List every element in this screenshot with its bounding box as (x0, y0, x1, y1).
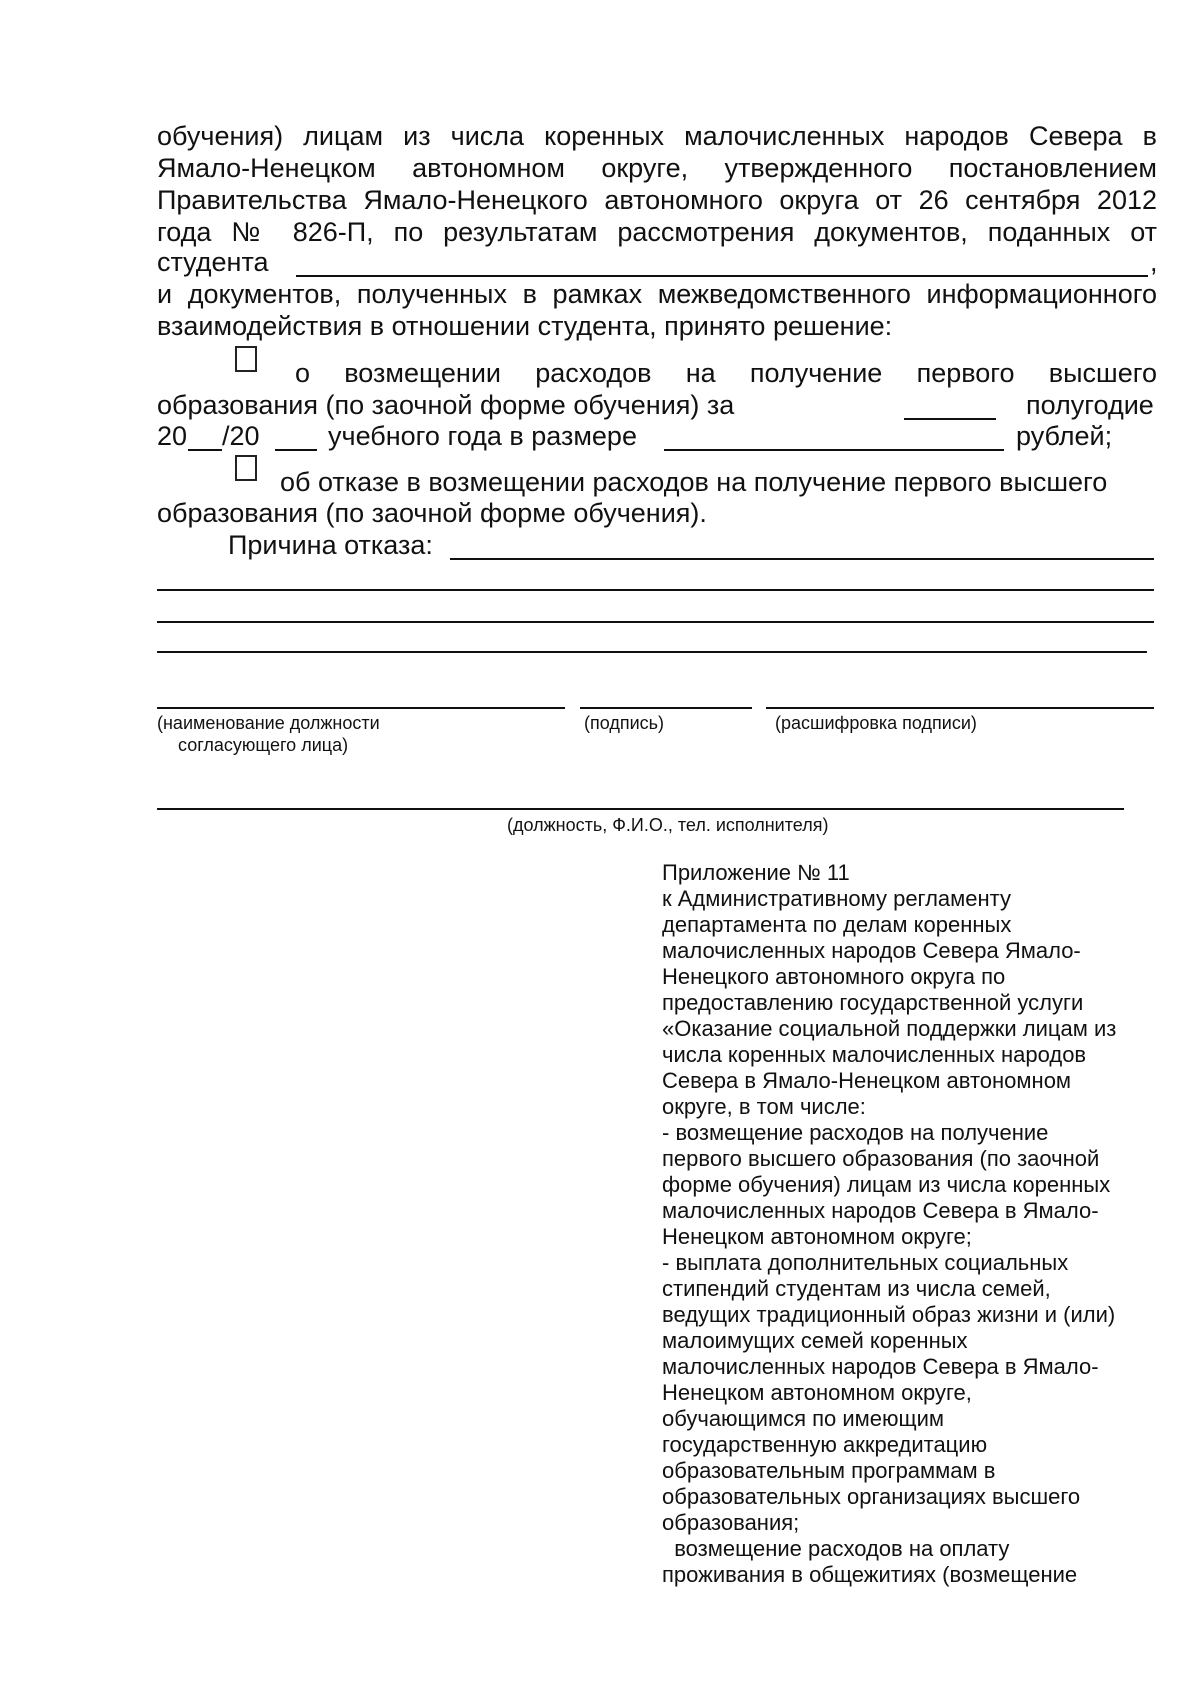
body-line-4: года № 826-П, по результатам рассмотрения документов, поданных от (157, 217, 1157, 247)
signature-caption: (подпись) (584, 713, 665, 733)
amount-field[interactable] (664, 449, 1004, 451)
appendix-line: ведущих традиционный образ жизни и (или) (662, 1302, 1116, 1327)
appendix-line: к Административному регламенту (662, 886, 1012, 911)
year-end-field[interactable] (275, 449, 317, 451)
student-label: студента (157, 247, 269, 277)
reject-checkbox[interactable] (235, 455, 257, 481)
body-line-3: Правительства Ямало-Ненецкого автономного округа от 26 сентября 2012 (157, 185, 1157, 215)
approve-line-1: о возмещении расходов на получение первого высшего (295, 358, 1157, 388)
appendix-line: предоставлению государственной услуги (662, 990, 1084, 1015)
appendix-line: государственную аккредитацию (662, 1432, 988, 1457)
appendix-line: малочисленных народов Севера в Ямало- (662, 1354, 1099, 1379)
body-line-1: обучения) лицам из числа коренных малочисленных народов Севера в (157, 121, 1157, 151)
appendix-line: малочисленных народов Севера в Ямало- (662, 1198, 1099, 1223)
student-tail: , (1150, 247, 1158, 277)
appendix-line: обучающимся по имеющим (662, 1406, 945, 1431)
appendix-line: - выплата дополнительных социальных (662, 1250, 1069, 1275)
approve-line-2a: образования (по заочной форме обучения) за (157, 390, 735, 420)
appendix-line: округе, в том числе: (662, 1094, 866, 1119)
appendix-line: малоимущих семей коренных (662, 1328, 968, 1353)
appendix-line: числа коренных малочисленных народов (662, 1042, 1087, 1067)
appendix-line: первого высшего образования (по заочной (662, 1146, 1100, 1171)
year-prefix: 20 (157, 421, 188, 451)
reject-line-2: образования (по заочной форме обучения). (157, 498, 707, 528)
body-line-7: взаимодействия в отношении студента, принято решение: (157, 311, 893, 341)
appendix-line: проживания в общежитиях (возмещение (662, 1562, 1078, 1587)
half-year-field[interactable] (904, 418, 996, 420)
year-start-field[interactable] (188, 449, 222, 451)
reason-field-line-1[interactable] (450, 558, 1154, 560)
appendix-line: возмещение расходов на оплату (662, 1536, 1010, 1561)
year-mid: /20 (222, 421, 260, 451)
appendix-line: департамента по делам коренных (662, 912, 1012, 937)
appendix-line: Ненецком автономном округе, (662, 1380, 972, 1405)
appendix-line: Ненецкого автономного округа по (662, 964, 1006, 989)
signature-line[interactable] (580, 707, 752, 709)
appendix-line: стипендий студентам из числа семей, (662, 1276, 1051, 1301)
appendix-line: образовательным программам в (662, 1458, 996, 1483)
appendix-line: - возмещение расходов на получение (662, 1120, 1049, 1145)
appendix-line: Севера в Ямало-Ненецком автономном (662, 1068, 1072, 1093)
reason-field-line-2[interactable] (157, 589, 1154, 591)
reject-line-1: об отказе в возмещении расходов на получение первого высшего (280, 467, 1108, 497)
decode-sign-line[interactable] (766, 707, 1154, 709)
executor-line[interactable] (157, 808, 1124, 810)
reason-label: Причина отказа: (228, 530, 433, 560)
approve-line-3a: учебного года в размере (328, 421, 637, 451)
appendix-line: Ненецком автономном округе; (662, 1224, 972, 1249)
position-sign-line[interactable] (157, 707, 565, 709)
approve-checkbox[interactable] (235, 346, 257, 372)
appendix-line: «Оказание социальной поддержки лицам из (662, 1016, 1117, 1041)
appendix-line: образования; (662, 1510, 800, 1535)
appendix-block (662, 860, 1116, 1588)
student-name-field[interactable] (296, 275, 1148, 277)
appendix-line: образовательных организациях высшего (662, 1484, 1081, 1509)
body-line-6: и документов, полученных в рамках межведомственного информационного (157, 279, 1157, 309)
reason-field-line-4[interactable] (157, 651, 1147, 653)
decode-caption: (расшифровка подписи) (775, 713, 977, 733)
position-caption-2: согласующего лица) (178, 735, 349, 755)
position-caption-1: (наименование должности (157, 713, 380, 733)
approve-line-2b: полугодие (1026, 390, 1154, 420)
reason-field-line-3[interactable] (157, 621, 1154, 623)
appendix-line: Приложение № 11 (662, 860, 850, 885)
executor-caption: (должность, Ф.И.О., тел. исполнителя) (507, 815, 829, 835)
approve-line-3b: рублей; (1016, 421, 1113, 451)
appendix-line: форме обучения) лицам из числа коренных (662, 1172, 1111, 1197)
appendix-line: малочисленных народов Севера Ямало- (662, 938, 1081, 963)
body-line-2: Ямало-Ненецком автономном округе, утвержденного постановлением (157, 153, 1157, 183)
